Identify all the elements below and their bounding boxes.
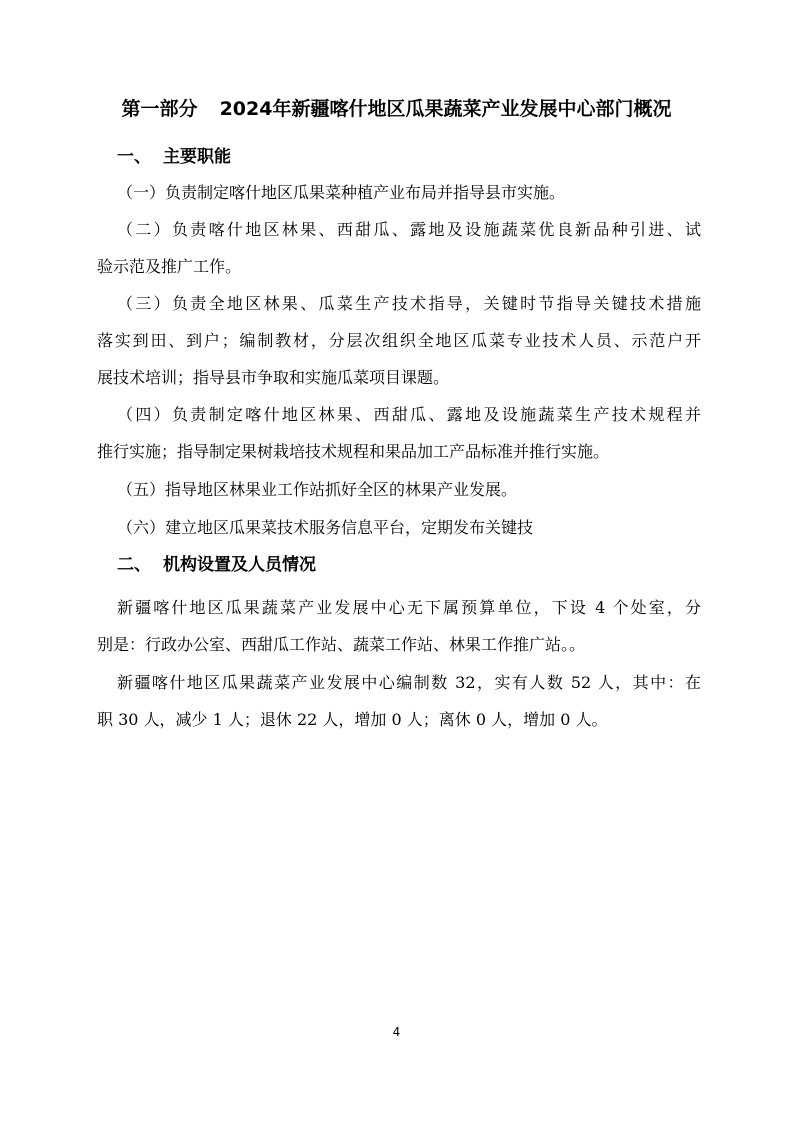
section-number: 二、 [117, 555, 151, 575]
paragraph-line: （二）负责喀什地区林果、西甜瓜、露地及设施蔬菜优良新品种引进、试 [117, 220, 701, 239]
section-number: 一、 [117, 147, 151, 167]
paragraph-line: 别是：行政办公室、西甜瓜工作站、蔬菜工作站、林果工作推广站。。 [97, 635, 586, 654]
paragraph-line: （五）指导地区林果业工作站抓好全区的林果产业发展。 [117, 480, 518, 499]
paragraph-line: 职 30 人，减少 1 人；退休 22 人，增加 0 人；离休 0 人，增加 0 人。 [97, 710, 608, 729]
paragraph [97, 396, 701, 470]
title-text: 2024年新疆喀什地区瓜果蔬菜产业发展中心部门概况 [219, 98, 672, 120]
paragraph [117, 509, 701, 546]
paragraph [97, 664, 701, 738]
title-part-label: 第一部分 [121, 98, 198, 120]
paragraph-line: （四）负责制定喀什地区林果、西甜瓜、露地及设施蔬菜生产技术规程并 [117, 405, 701, 424]
paragraph [97, 211, 701, 285]
paragraph-line: 新疆喀什地区瓜果蔬菜产业发展中心编制数 32，实有人数 52 人，其中：在 [117, 673, 701, 692]
paragraph [97, 285, 701, 396]
paragraph [117, 174, 701, 211]
section-title: 机构设置及人员情况 [163, 555, 316, 575]
paragraph-line: 新疆喀什地区瓜果蔬菜产业发展中心无下属预算单位，下设 4 个处室，分 [117, 598, 701, 617]
page-number: 4 [392, 1025, 401, 1039]
paragraph-line: 落实到田、到户；编制教材，分层次组织全地区瓜菜专业技术人员、示范户开 [97, 331, 701, 350]
paragraph-line: （三）负责全地区林果、瓜菜生产技术指导，关键时节指导关键技术措施 [117, 294, 701, 313]
paragraph-line: 验示范及推广工作。 [97, 257, 242, 276]
paragraph [117, 471, 701, 508]
section-title: 主要职能 [163, 147, 231, 167]
section-heading-main-functions [117, 144, 231, 170]
paragraph-line: （六）建立地区瓜果菜技术服务信息平台，定期发布关键技 [117, 518, 534, 537]
paragraph-line: 展技术培训；指导县市争取和实施瓜菜项目课题。 [97, 368, 450, 387]
paragraph-line: 推行实施；指导制定果树栽培技术规程和果品加工产品标准并推行实施。 [97, 442, 610, 461]
page-title [0, 94, 793, 124]
section-heading-organization [117, 552, 316, 578]
paragraph-line: （一）负责制定喀什地区瓜果菜种植产业布局并指导县市实施。 [117, 183, 566, 202]
paragraph [97, 589, 701, 663]
